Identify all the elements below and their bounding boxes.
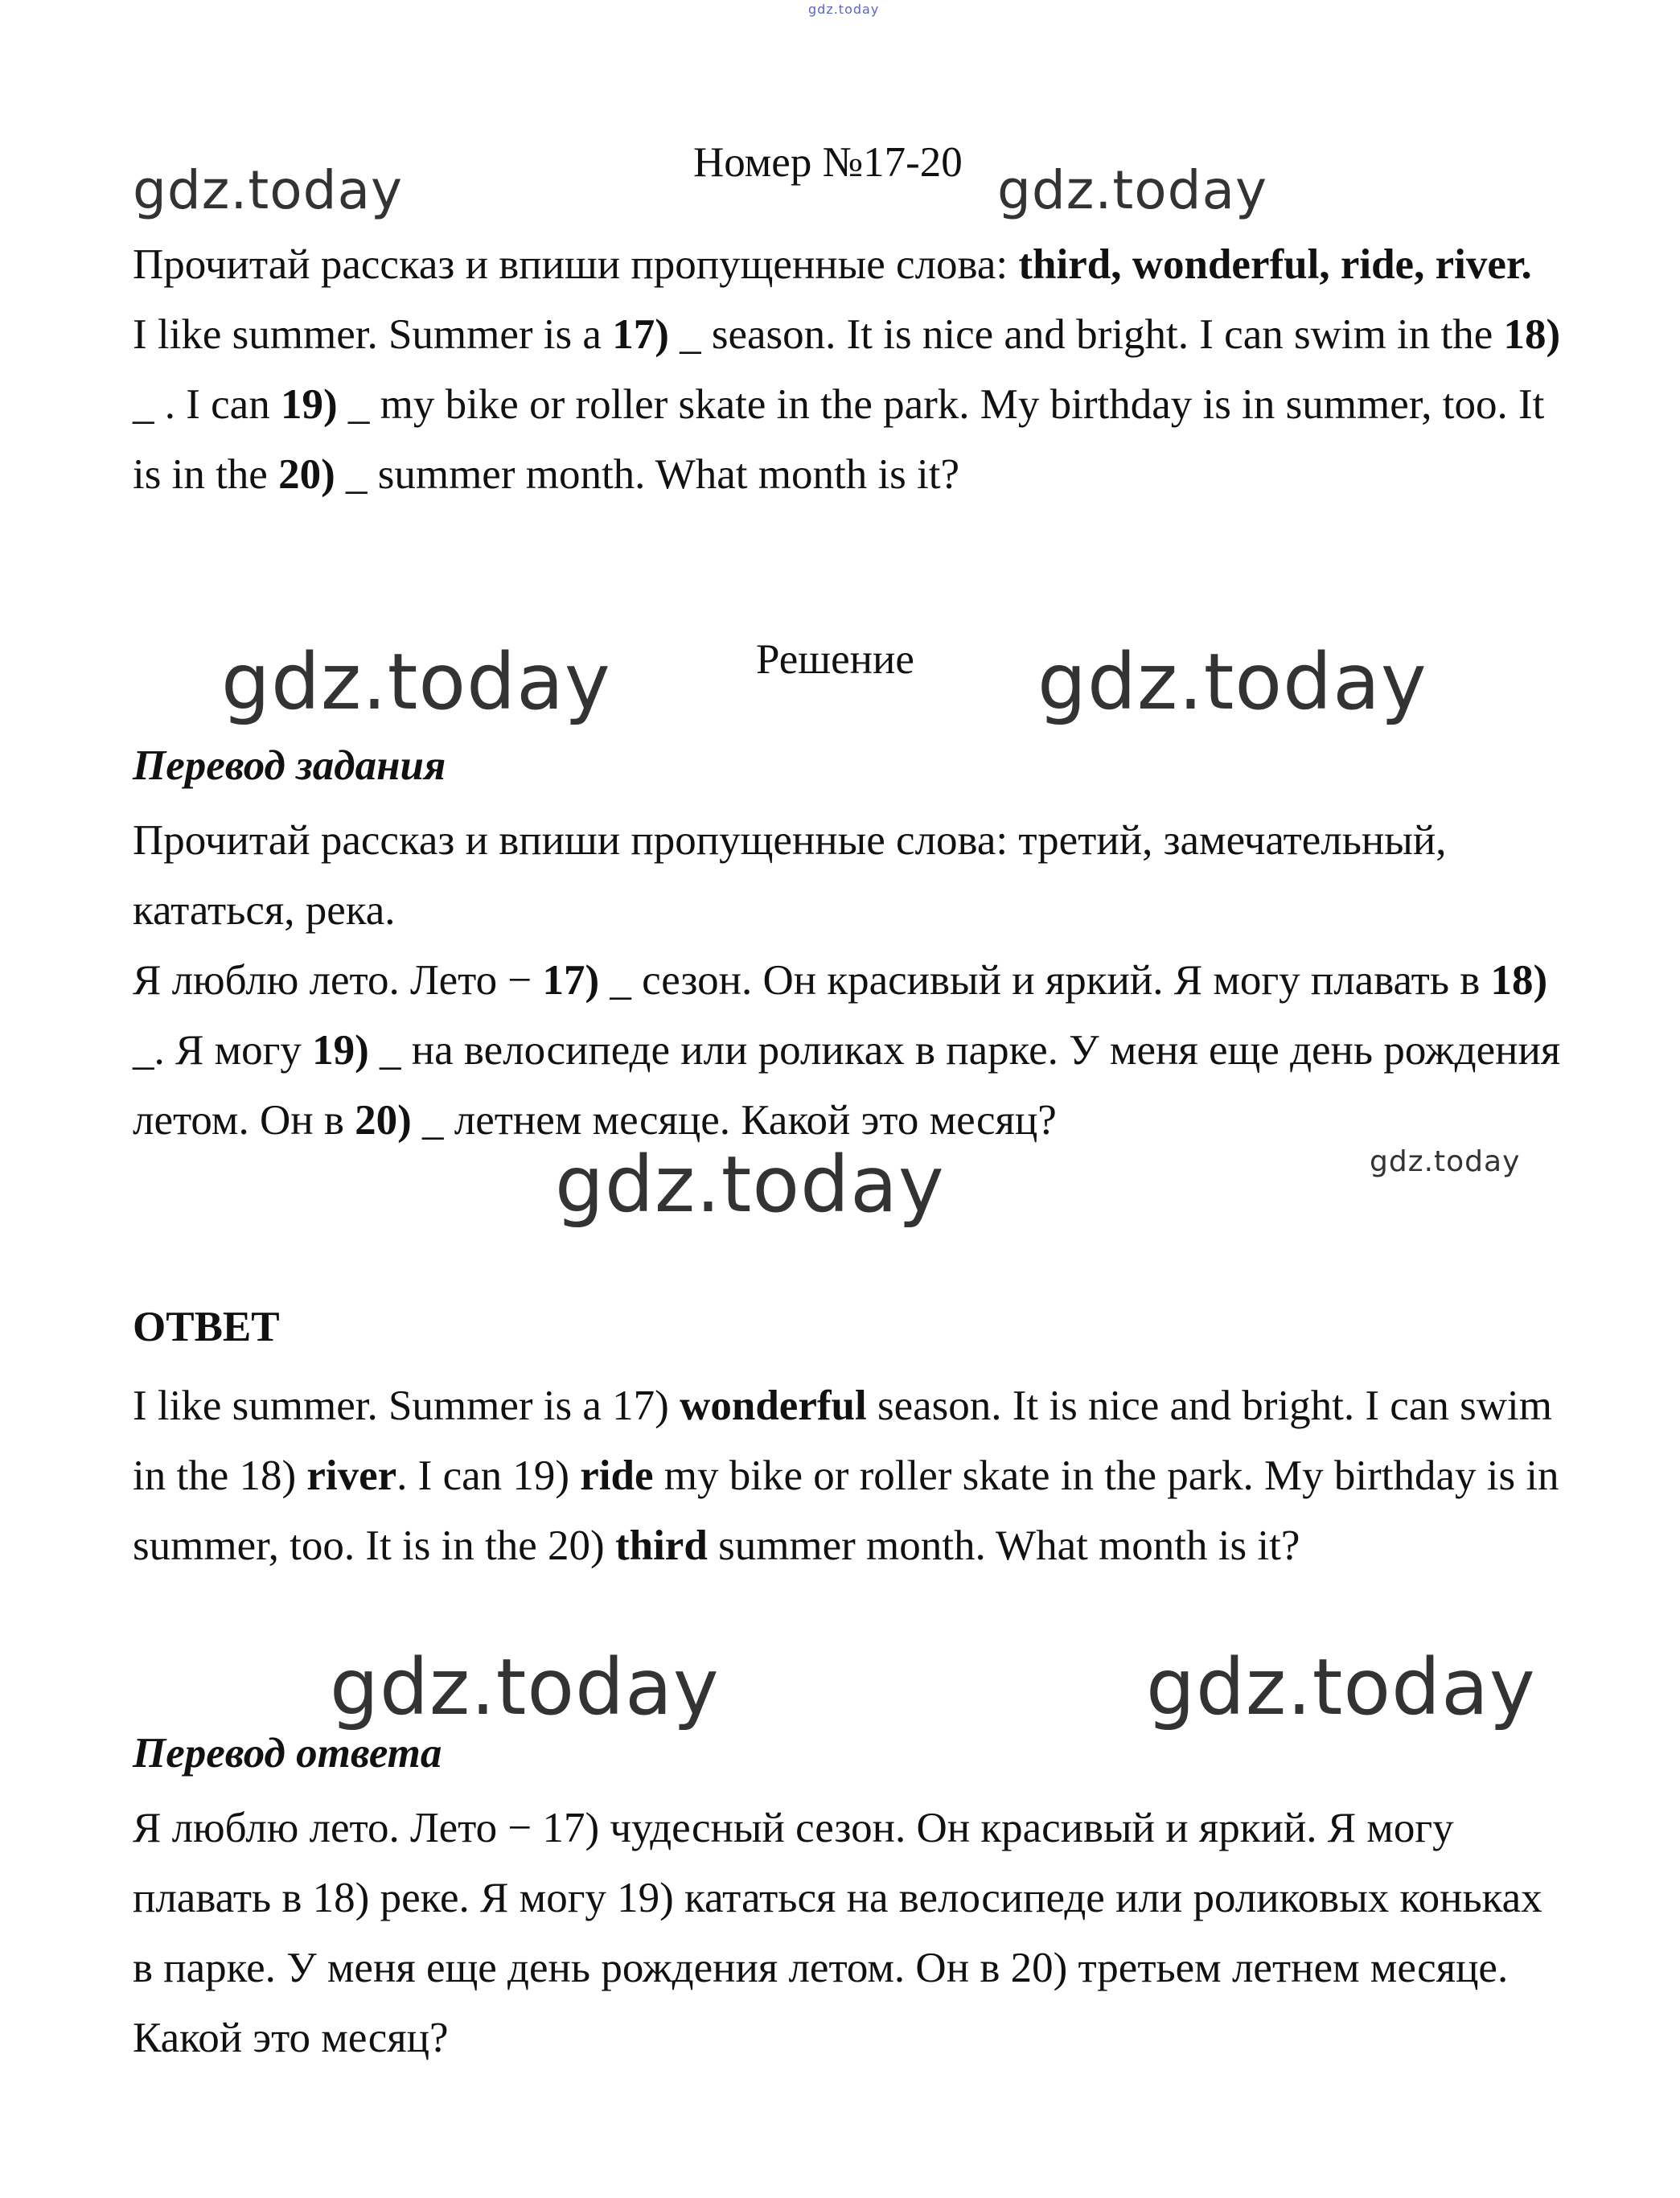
watermark: gdz.today — [1146, 1642, 1536, 1732]
watermark: gdz.today — [221, 637, 611, 727]
missing-words: third, wonderful, ride, river. — [1018, 241, 1532, 288]
watermark: gdz.today — [555, 1140, 945, 1230]
task-instruction: Прочитай рассказ и впиши пропущенные слова: third, wonderful, ride, river. — [133, 241, 1532, 288]
task-text: I like summer. Summer is a 17) _ season. It is nice and bright. I can swim in the 18) _ . I can 19) _ my bike or roller skate in the park. My birthday is in summer, too. It is in the 20) _ summer month. What month is it? — [133, 311, 1561, 498]
task-translation-block — [133, 806, 1572, 1156]
answer-translation-heading: Перевод ответа — [133, 1730, 442, 1777]
solution-label: Решение — [756, 636, 914, 683]
watermark: gdz.today — [330, 1642, 720, 1732]
answer-translation-block — [133, 1793, 1572, 2073]
answer-block — [133, 1371, 1572, 1581]
watermark: gdz.today — [1037, 637, 1427, 727]
page-title: Номер №17-20 — [693, 139, 963, 186]
watermark: gdz.today — [997, 159, 1268, 221]
task-translation-instruction: Прочитай рассказ и впиши пропущенные слова: третий, замечательный, кататься, река. — [133, 817, 1447, 934]
task-translation-heading: Перевод задания — [133, 742, 446, 789]
answer-heading: ОТВЕТ — [133, 1304, 280, 1350]
task-translation-text: Я люблю лето. Лето − 17) _ сезон. Он красивый и яркий. Я могу плавать в 18) _. Я могу 19) _ на велосипеде или роликах в парке. У меня еще день рождения летом. Он в 20) _ летнем месяце. Какой это месяц? — [133, 957, 1561, 1144]
watermark: gdz.today — [133, 159, 404, 221]
watermark: gdz.today — [1370, 1145, 1521, 1178]
task-block — [133, 230, 1572, 510]
answer-translation-text: Я люблю лето. Лето − 17) чудесный сезон. Он красивый и яркий. Я могу плавать в 18) реке. Я могу 19) кататься на велосипеде или роликовых коньках в парке. У меня еще день рождения летом. Он в 20) третьем летнем месяце. Какой это месяц? — [133, 1805, 1542, 2061]
answer-text: I like summer. Summer is a 17) wonderful season. It is nice and bright. I can swim in the 18) river. I can 19) ride my bike or roller skate in the park. My birthday is in summer, too. It is in the 20) third summer month. What month is it? — [133, 1382, 1559, 1569]
watermark-top: gdz.today — [808, 2, 880, 17]
